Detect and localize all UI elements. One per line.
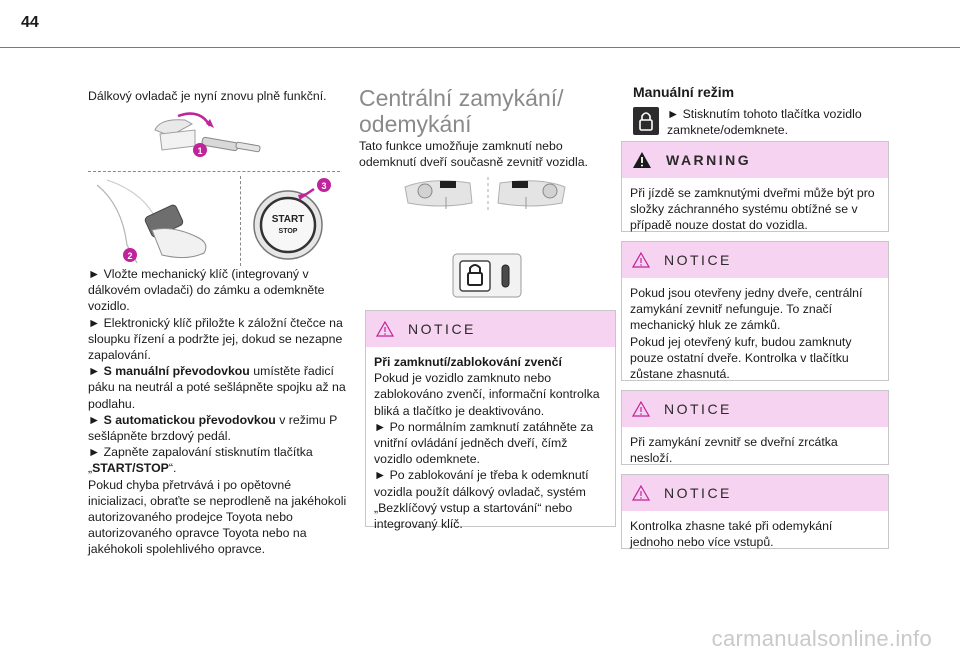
manual-mode-text: ► Stisknutím tohoto tlačítka vozidlo zamknete/odemknete. — [667, 107, 862, 138]
start-label: START — [271, 214, 305, 225]
manual-mode-heading: Manuální režim — [633, 84, 735, 100]
lock-indicator-left — [440, 181, 456, 188]
callout-2-label: 2 — [127, 251, 133, 261]
figure-divider-vertical — [240, 176, 241, 266]
notice-paragraph: Pokud jsou otevřeny jedny dveře, centrální zamykání zevnitř nefunguje. To značí mechanický hluk ze zámků. — [630, 286, 863, 333]
notice-bold-line: Při zamknutí/zablokování zvenčí — [374, 355, 562, 369]
notice-box-open-door — [621, 241, 889, 381]
notice-text: Kontrolka zhasne také při odemykání jednoho nebo více vstupů. — [630, 519, 833, 550]
caution-triangle-icon — [632, 485, 650, 501]
notice-body — [366, 347, 615, 540]
start-stop-button-illustration — [244, 175, 338, 265]
notice-box-indicator — [621, 474, 889, 549]
notice-paragraph: Pokud jej otevřený kufr, budou zamknuty pouze ostatní dveře. Kontrolka v tlačítku zůstane zhasnutá. — [630, 334, 852, 382]
door-handles-illustration — [400, 175, 570, 215]
caution-triangle-icon — [632, 401, 650, 417]
notice-paragraph: ► Po normálním zamknutí zatáhněte za vnitřní ovládání jedněch dveří, čímž vozidlo odemknete. — [374, 419, 594, 467]
lock-indicator-right — [512, 181, 528, 188]
step-paragraph: ► S automatickou převodovkou v režimu P sešlápněte brzdový pedál. — [88, 412, 338, 444]
page-number: 44 — [21, 14, 39, 31]
warning-text: Při jízdě se zamknutými dveřmi může být pro složky záchranného systému obtížné se v případě nouze dostat do vozidla. — [630, 186, 875, 233]
caution-triangle-icon — [376, 321, 394, 337]
notice-header — [622, 242, 888, 278]
notice-paragraph: Pokud je vozidlo zamknuto nebo zablokováno zvenčí, informační kontrolka bliká a tlačítko je deaktivováno. — [374, 371, 600, 418]
watermark: carmanualsonline.info — [711, 626, 932, 649]
caution-triangle-icon — [632, 252, 650, 268]
notice-box-mirrors — [621, 390, 889, 465]
key-reader-illustration — [92, 175, 234, 265]
warning-title: WARNING — [666, 152, 752, 168]
notice-header — [366, 311, 615, 347]
step-paragraph: ► S manuální převodovkou umístěte řadicí páku na neutrál a poté sešlápněte spojku až na podlahu. — [88, 364, 346, 411]
notice-title: NOTICE — [408, 321, 476, 337]
stop-label: STOP — [278, 228, 298, 235]
notice-title: NOTICE — [664, 485, 732, 501]
central-lock-button-illustration — [452, 253, 522, 298]
notice-title: NOTICE — [664, 401, 732, 417]
warning-box — [621, 141, 889, 232]
notice-header — [622, 391, 888, 427]
notice-body — [622, 278, 888, 390]
step-paragraph: ► Vložte mechanický klíč (integrovaný v dálkovém ovladači) do zámku a odemkněte vozidlo. — [88, 267, 325, 314]
step-paragraph: ► Zapněte zapalování stisknutím tlačítka „START/STOP“. — [88, 445, 313, 476]
notice-header — [622, 475, 888, 511]
section-heading: Centrální zamykání/ odemykání — [359, 85, 564, 137]
notice-title: NOTICE — [664, 252, 732, 268]
col1-intro: Dálkový ovladač je nyní znovu plně funkční. — [88, 89, 327, 103]
step-paragraph: Pokud chyba přetrvává i po opětovné inicializaci, obraťte se neprodleně na jakéhokoli autorizovaného prodejce Toyota nebo autorizovaného opravce Toyota nebo na jakéhokoli spolehlivého opravce. — [88, 477, 347, 557]
warning-header — [622, 142, 888, 178]
padlock-button-icon — [633, 107, 659, 135]
top-divider — [0, 47, 960, 48]
callout-1-label: 1 — [197, 146, 203, 156]
notice-body — [622, 427, 888, 474]
callout-3-label: 3 — [321, 181, 327, 191]
notice-paragraph: ► Po zablokování je třeba k odemknutí vozidla použít dálkový ovladač, systém „Bezklíčový vstup a startování“ nebo integrovaný klíč. — [374, 468, 589, 532]
warning-body — [622, 178, 888, 242]
figure-divider-horizontal — [88, 171, 340, 172]
warning-triangle-icon — [632, 151, 652, 169]
key-door-illustration — [140, 108, 280, 163]
notice-text: Při zamykání zevnitř se dveřní zrcátka nesloží. — [630, 435, 838, 466]
col2-intro: Tato funkce umožňuje zamknutí nebo odemknutí dveří současně zevnitř vozidla. — [359, 139, 588, 170]
notice-box-exterior-lock — [365, 310, 616, 532]
step-paragraph: ► Elektronický klíč přiložte k záložní čtečce na sloupku řízení a podržte jej, dokud se nezapne zapalování. — [88, 315, 343, 363]
notice-body — [622, 511, 888, 558]
startup-steps — [88, 266, 348, 558]
